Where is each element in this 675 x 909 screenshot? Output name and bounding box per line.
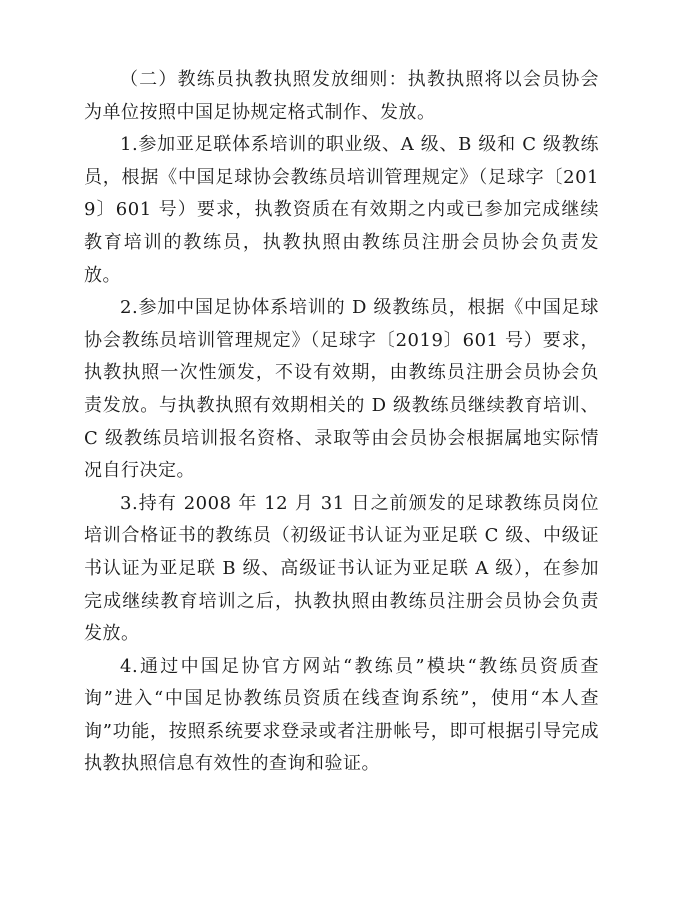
rule-paragraph-3: 3.持有 2008 年 12 月 31 日之前颁发的足球教练员岗位培训合格证书的教练员（初级证书认证为亚足联 C 级、中级证书认证为亚足联 B 级、高级证书认证为亚足联 A 级），在参加完成继续教育培训之后，执教执照由教练员注册会员协会负责发放。 [84, 492, 599, 645]
rule-paragraph-2: 2.参加中国足协体系培训的 D 级教练员，根据《中国足球协会教练员培训管理规定》（足球字〔2019〕601 号）要求，执教执照一次性颁发，不设有效期，由教练员注册会员协会负责发放。与执教执照有效期相关的 D 级教练员继续教育培训、C 级教练员培训报名资格、录取等由会员协会根据属地实际情况自行决定。 [84, 297, 599, 482]
rule-paragraph-1: 1.参加亚足联体系培训的职业级、A 级、B 级和 C 级教练员，根据《中国足球协会教练员培训管理规定》（足球字〔2019〕601 号）要求，执教资质在有效期之内或已参加完成继续教育培训的教练员，执教执照由教练员注册会员协会负责发放。 [84, 134, 599, 286]
section-heading-paragraph: （二）教练员执教执照发放细则：执教执照将以会员协会为单位按照中国足协规定格式制作、发放。 [84, 69, 599, 123]
rule-paragraph-4: 4.通过中国足协官方网站“教练员”模块“教练员资质查询”进入“中国足协教练员资质在线查询系统”，使用“本人查询”功能，按照系统要求登录或者注册帐号，即可根据引导完成执教执照信息有效性的查询和验证。 [84, 655, 599, 775]
document-body [84, 64, 599, 781]
